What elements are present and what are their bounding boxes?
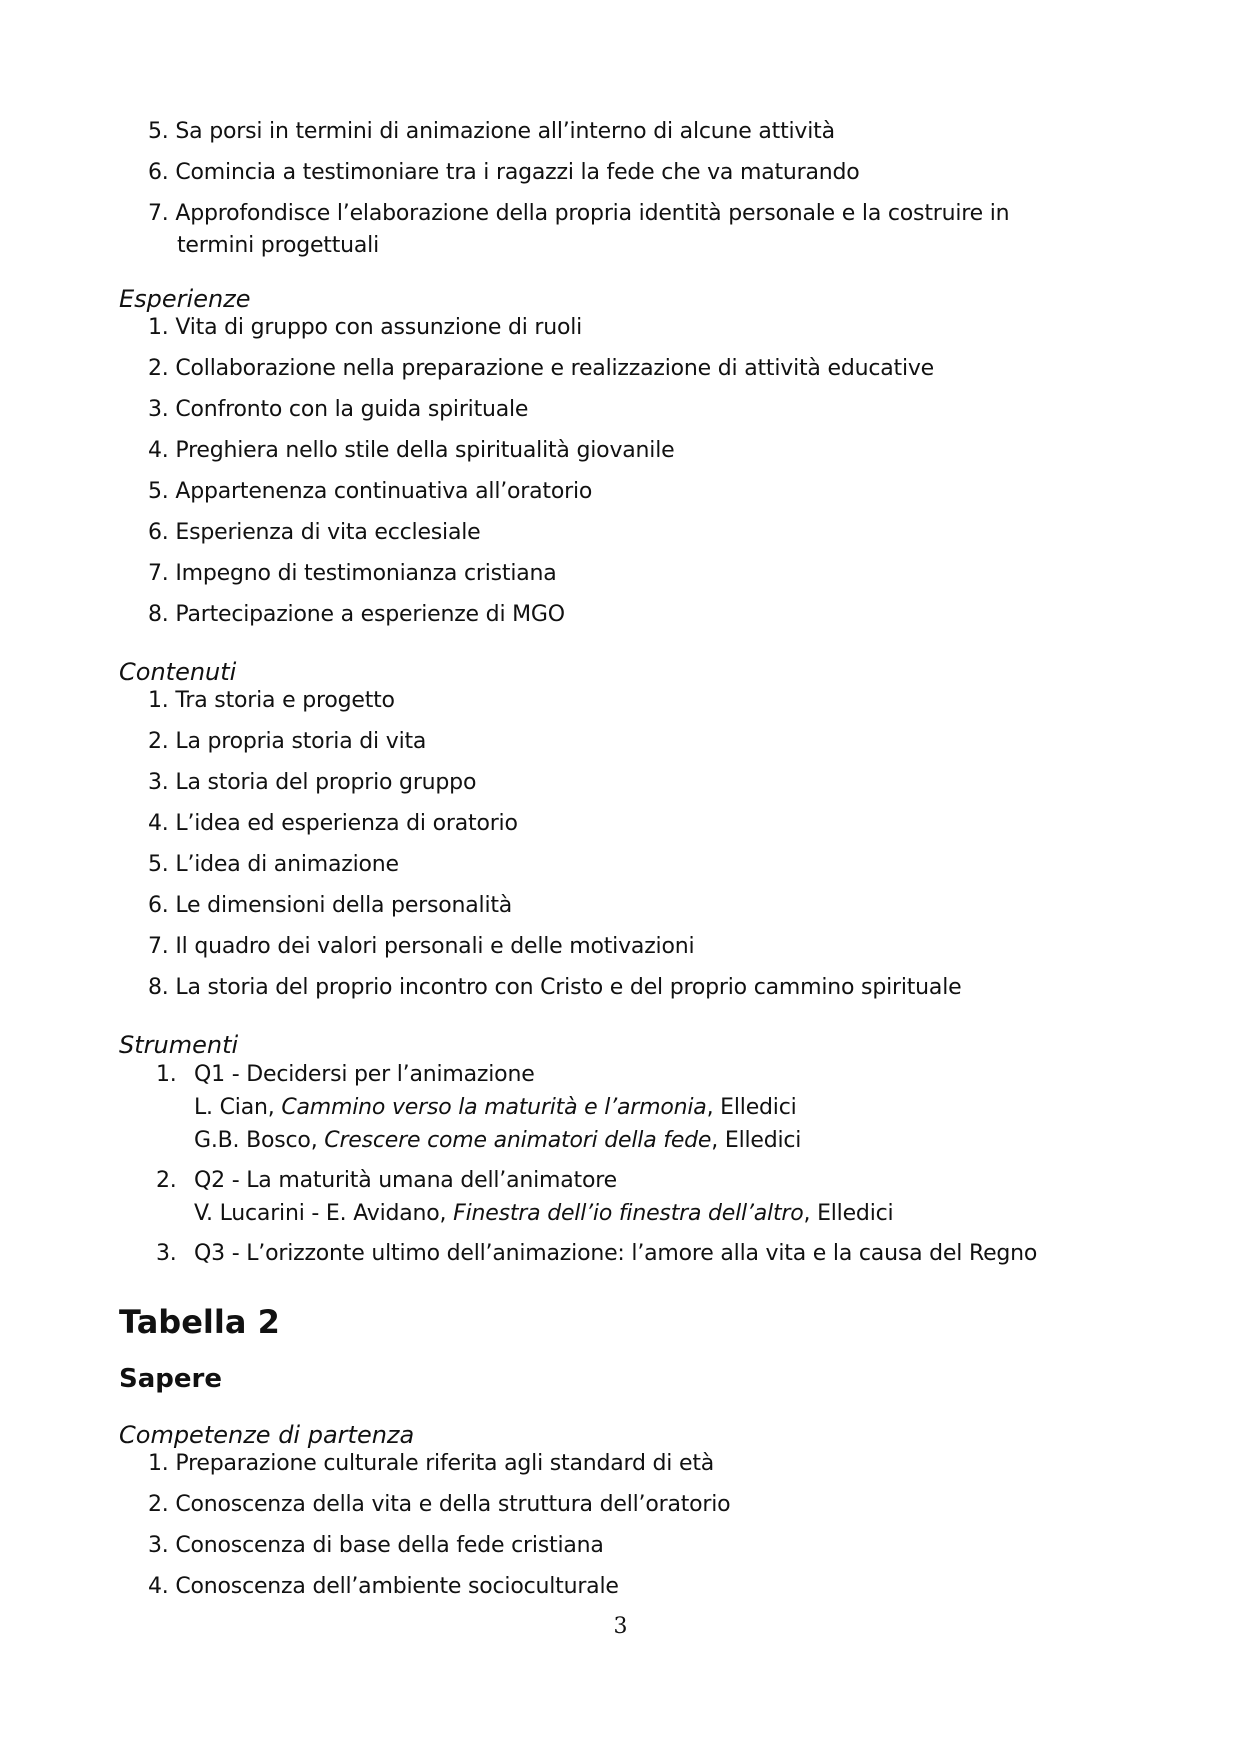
- subheading-sapere: Sapere: [119, 1364, 222, 1394]
- list-item: 4. Preghiera nello stile della spiritualità giovanile: [148, 438, 675, 463]
- section-label-contenuti: Contenuti: [119, 658, 237, 686]
- list-item: 6. Le dimensioni della personalità: [148, 893, 513, 918]
- list-item: 8. Partecipazione a esperienze di MGO: [148, 602, 565, 627]
- list-item: 5. L’idea di animazione: [148, 852, 399, 877]
- section-label-esperienze: Esperienze: [119, 285, 251, 313]
- tool-reference: L. Cian, Cammino verso la maturità e l’armonia, Elledici: [194, 1095, 797, 1120]
- tool-title: Q1 - Decidersi per l’animazione: [194, 1062, 535, 1087]
- list-item-text: 7. Approfondisce l’elaborazione della propria identità personale e la costruire in: [148, 201, 1010, 226]
- list-item-continuation: termini progettuali: [177, 233, 379, 258]
- tool-reference: V. Lucarini - E. Avidano, Finestra dell’io finestra dell’altro, Elledici: [194, 1201, 894, 1226]
- tool-title: Q2 - La maturità umana dell’animatore: [194, 1168, 617, 1193]
- list-item: 5. Sa porsi in termini di animazione all’interno di alcune attività: [148, 119, 835, 144]
- list-item: 2. Conoscenza della vita e della struttura dell’oratorio: [148, 1492, 731, 1517]
- list-item: 6. Comincia a testimoniare tra i ragazzi la fede che va maturando: [148, 160, 860, 185]
- tool-title: Q3 - L’orizzonte ultimo dell’animazione: l’amore alla vita e la causa del Regno: [194, 1241, 1038, 1266]
- section-label-competenze: Competenze di partenza: [119, 1421, 415, 1449]
- list-item: 4. L’idea ed esperienza di oratorio: [148, 811, 518, 836]
- heading-tabella: Tabella 2: [119, 1303, 280, 1341]
- list-item: 4. Conoscenza dell’ambiente socioculturale: [148, 1574, 619, 1599]
- tool-item: [156, 1058, 801, 1157]
- list-item: 7. Il quadro dei valori personali e delle motivazioni: [148, 934, 695, 959]
- tool-item: [156, 1164, 893, 1230]
- list-item: 3. La storia del proprio gruppo: [148, 770, 477, 795]
- list-item: 2. La propria storia di vita: [148, 729, 427, 754]
- list-item: 3. Conoscenza di base della fede cristiana: [148, 1533, 604, 1558]
- tool-number: 1.: [156, 1062, 177, 1087]
- list-item: 6. Esperienza di vita ecclesiale: [148, 520, 481, 545]
- list-item: 2. Collaborazione nella preparazione e realizzazione di attività educative: [148, 356, 935, 381]
- list-item: 5. Appartenenza continuativa all’oratorio: [148, 479, 593, 504]
- list-item: 7. Impegno di testimonianza cristiana: [148, 561, 557, 586]
- page-number: 3: [613, 1614, 628, 1639]
- tool-number: 3.: [156, 1241, 177, 1266]
- list-item: 1. Vita di gruppo con assunzione di ruoli: [148, 315, 583, 340]
- section-label-strumenti: Strumenti: [119, 1031, 239, 1059]
- list-item: [148, 198, 1009, 262]
- tool-item: [156, 1237, 1037, 1270]
- list-item: 3. Confronto con la guida spirituale: [148, 397, 529, 422]
- tool-number: 2.: [156, 1168, 177, 1193]
- list-item: 8. La storia del proprio incontro con Cristo e del proprio cammino spirituale: [148, 975, 962, 1000]
- tool-reference: G.B. Bosco, Crescere come animatori della fede, Elledici: [194, 1128, 802, 1153]
- list-item: 1. Tra storia e progetto: [148, 688, 395, 713]
- list-item: 1. Preparazione culturale riferita agli standard di età: [148, 1451, 715, 1476]
